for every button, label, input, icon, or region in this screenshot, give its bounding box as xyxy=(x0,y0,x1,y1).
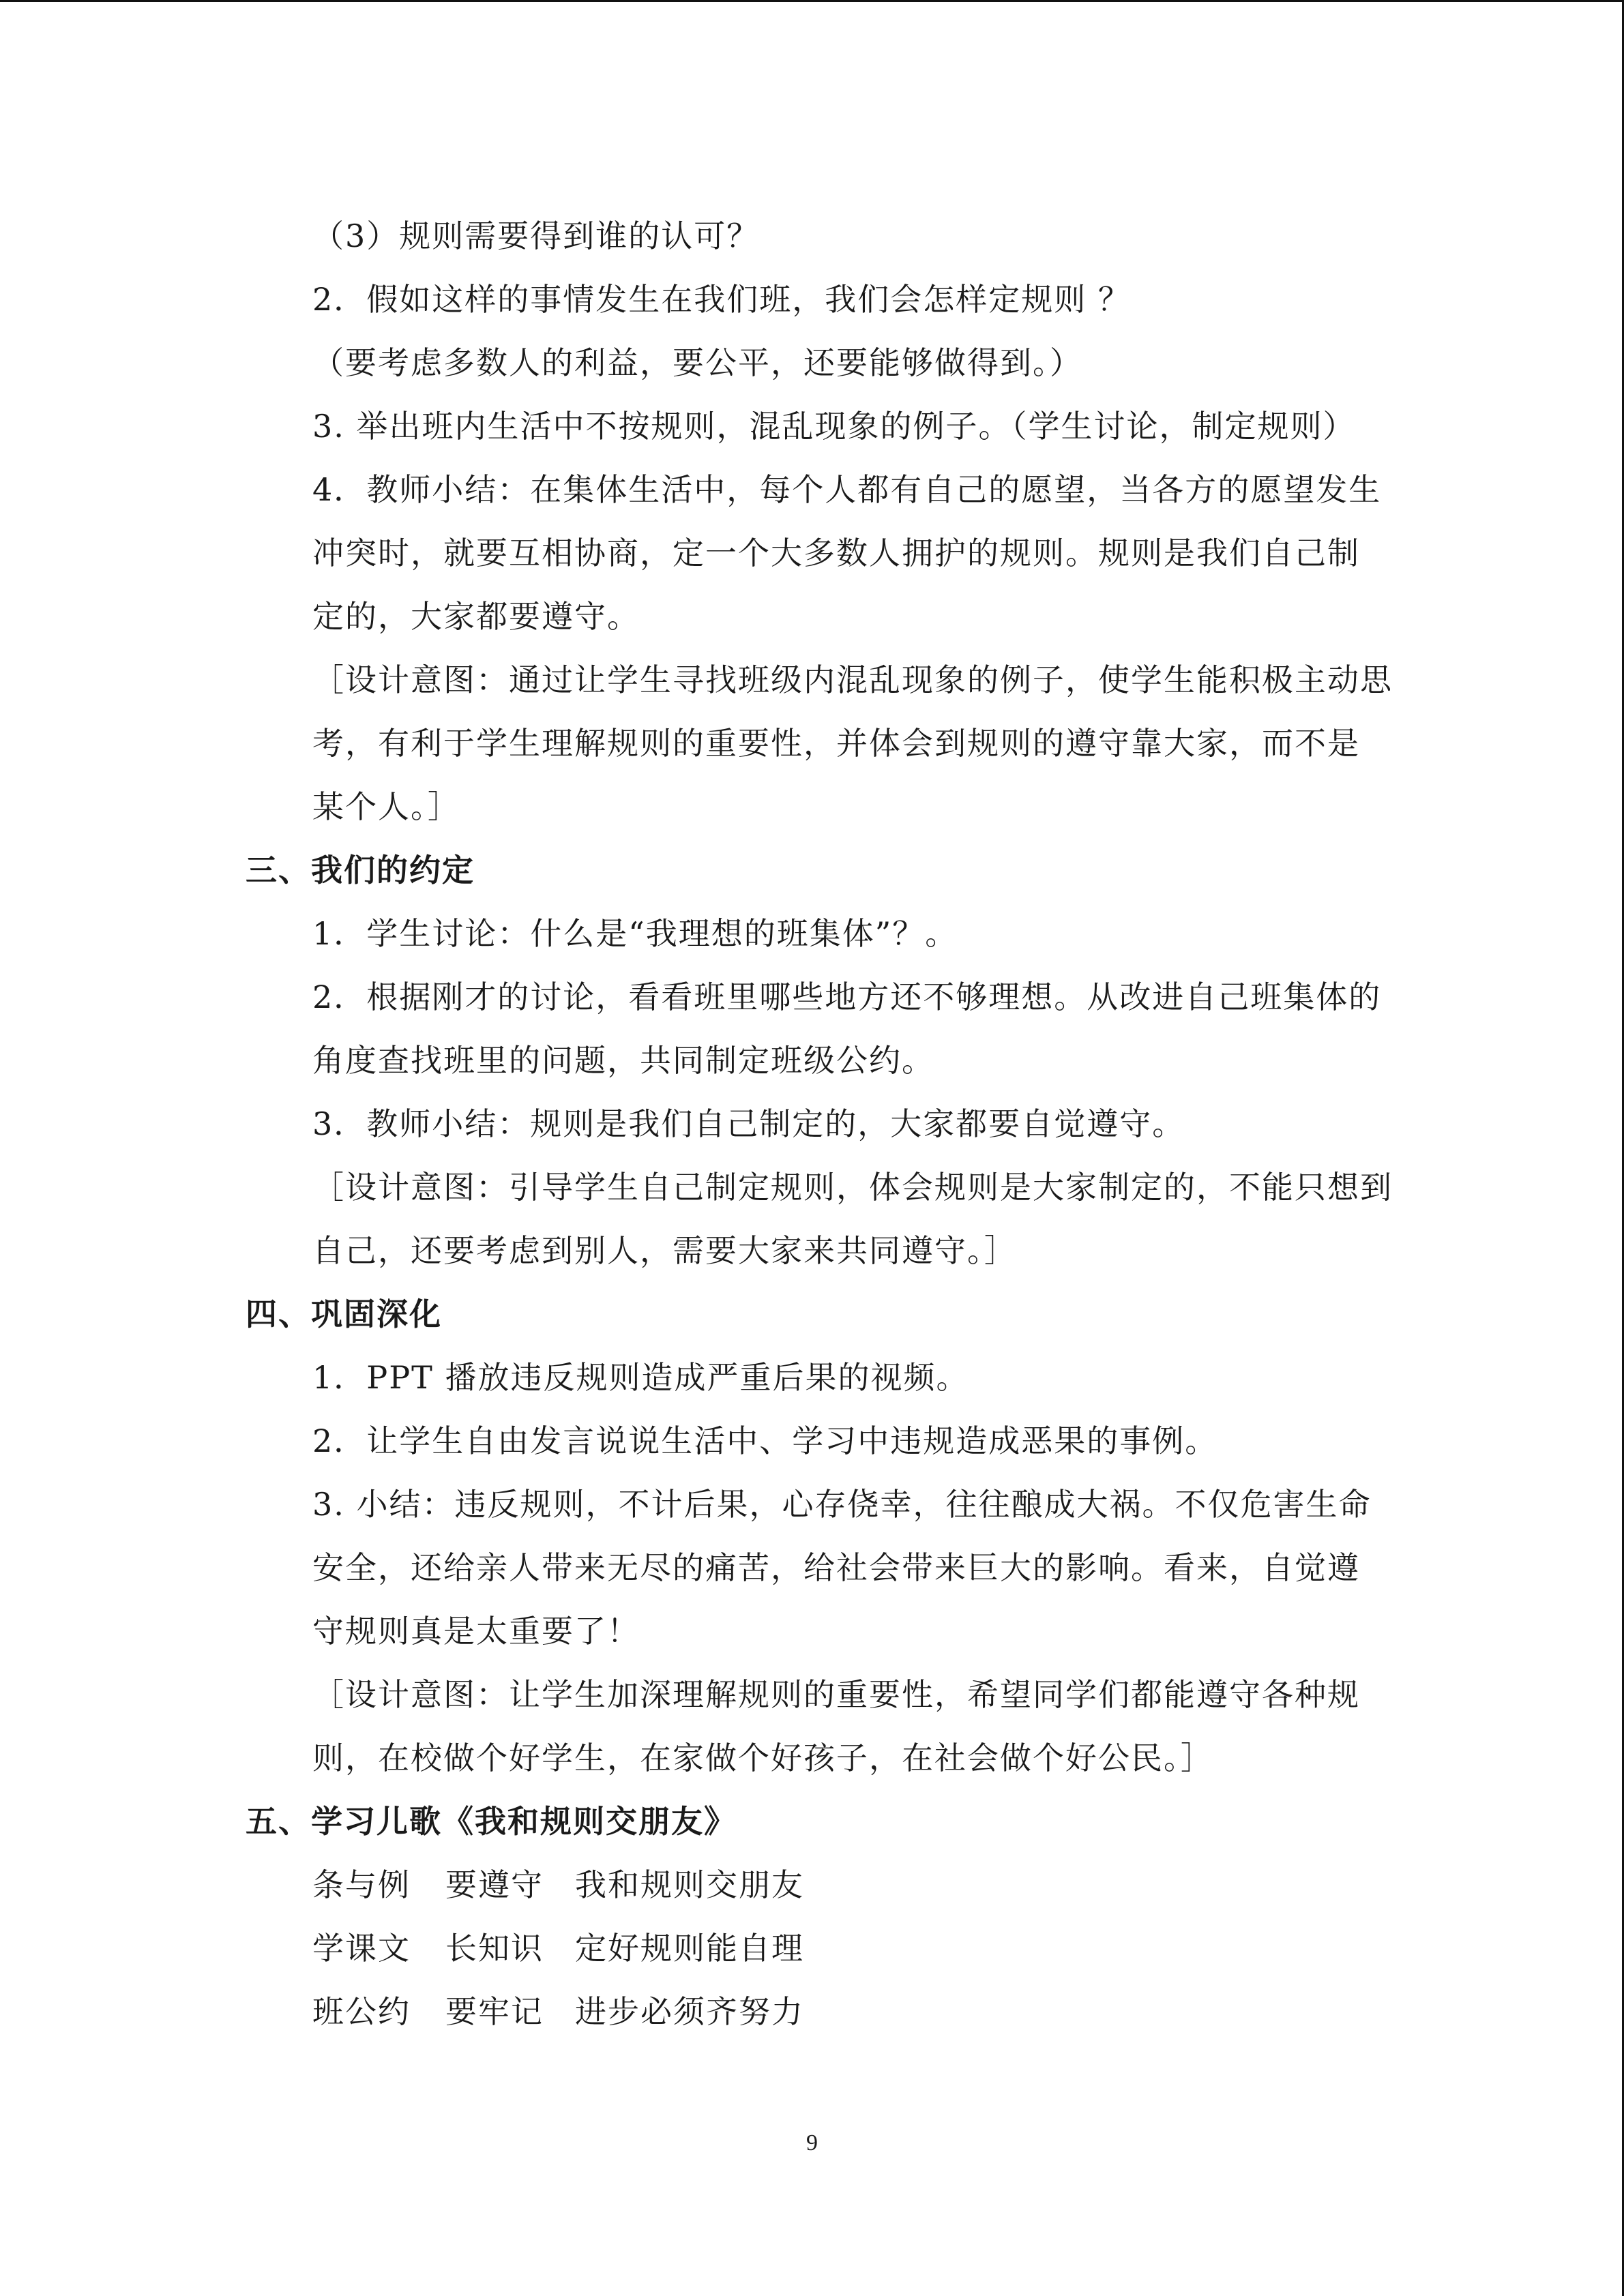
paragraph-line: 定的，大家都要遵守。 xyxy=(312,598,640,635)
paragraph-line: （3）规则需要得到谁的认可？ xyxy=(312,218,760,254)
design-intent-line: 考，有利于学生理解规则的重要性，并体会到规则的遵守靠大家，而不是 xyxy=(312,725,1360,762)
paragraph-line: 2．假如这样的事情发生在我们班，我们会怎样定规则 ？ xyxy=(312,281,1131,318)
design-intent-line: ［设计意图：通过让学生寻找班级内混乱现象的例子，使学生能积极主动思 xyxy=(312,661,1393,698)
paragraph-line: 3．教师小结：规则是我们自己制定的，大家都要自觉遵守。 xyxy=(312,1105,1185,1142)
paragraph-line: 2．根据刚才的讨论，看看班里哪些地方还不够理想。从改进自己班集体的 xyxy=(312,979,1382,1015)
verse-phrase: 要牢记 xyxy=(445,1993,544,2030)
verse-phrase: 进步必须齐努力 xyxy=(575,1993,804,2030)
paragraph-line: 2．让学生自由发言说说生活中、学习中违规造成恶果的事例。 xyxy=(312,1422,1218,1459)
document-body xyxy=(246,205,1391,2044)
paragraph-line: 守规则真是太重要了！ xyxy=(312,1613,640,1650)
design-intent-line: ［设计意图：引导学生自己制定规则，体会规则是大家制定的，不能只想到 xyxy=(312,1169,1393,1206)
section-heading-5: 五、学习儿歌《我和规则交朋友》 xyxy=(246,1803,737,1840)
paragraph-line: 角度查找班里的问题，共同制定班级公约。 xyxy=(312,1042,934,1079)
section-heading-4: 四、巩固深化 xyxy=(246,1296,442,1332)
design-intent-line: 则，在校做个好学生，在家做个好孩子，在社会做个好公民。］ xyxy=(312,1740,1213,1776)
verse-phrase: 班公约 xyxy=(312,1993,411,2030)
design-intent-line: 自己，还要考虑到别人，需要大家来共同遵守。］ xyxy=(312,1232,1017,1269)
paragraph-line: 3. 小结：违反规则，不计后果，心存侥幸，往往酿成大祸。不仅危害生命 xyxy=(312,1486,1372,1523)
design-intent-line: ［设计意图：让学生加深理解规则的重要性，希望同学们都能遵守各种规 xyxy=(312,1676,1360,1713)
verse-phrase: 定好规则能自理 xyxy=(575,1930,804,1967)
paragraph-line: 冲突时，就要互相协商，定一个大多数人拥护的规则。规则是我们自己制 xyxy=(312,535,1360,571)
paragraph-line: 4．教师小结：在集体生活中，每个人都有自己的愿望，当各方的愿望发生 xyxy=(312,471,1382,508)
song-verse xyxy=(246,1853,1391,1917)
song-verse xyxy=(246,1917,1391,1980)
section-heading-3: 三、我们的约定 xyxy=(246,852,475,889)
verse-phrase: 长知识 xyxy=(445,1930,544,1967)
paragraph-line: 安全，还给亲人带来无尽的痛苦，给社会带来巨大的影响。看来，自觉遵 xyxy=(312,1549,1360,1586)
verse-phrase: 我和规则交朋友 xyxy=(575,1866,804,1903)
paragraph-line: （要考虑多数人的利益，要公平，还要能够做得到。） xyxy=(312,344,1082,381)
page-number: 9 xyxy=(806,2130,818,2156)
verse-phrase: 要遵守 xyxy=(445,1866,544,1903)
verse-phrase: 条与例 xyxy=(312,1866,411,1903)
paragraph-line: 3. 举出班内生活中不按规则，混乱现象的例子。（学生讨论，制定规则） xyxy=(312,408,1356,445)
paragraph-line: 1．学生讨论：什么是“我理想的班集体”？。 xyxy=(312,915,958,952)
page-border-top xyxy=(0,0,1624,2)
song-verse xyxy=(246,1980,1391,2044)
paragraph-line: 1．PPT 播放违反规则造成严重后果的视频。 xyxy=(312,1359,969,1396)
design-intent-line: 某个人。］ xyxy=(312,788,460,825)
verse-phrase: 学课文 xyxy=(312,1930,411,1967)
